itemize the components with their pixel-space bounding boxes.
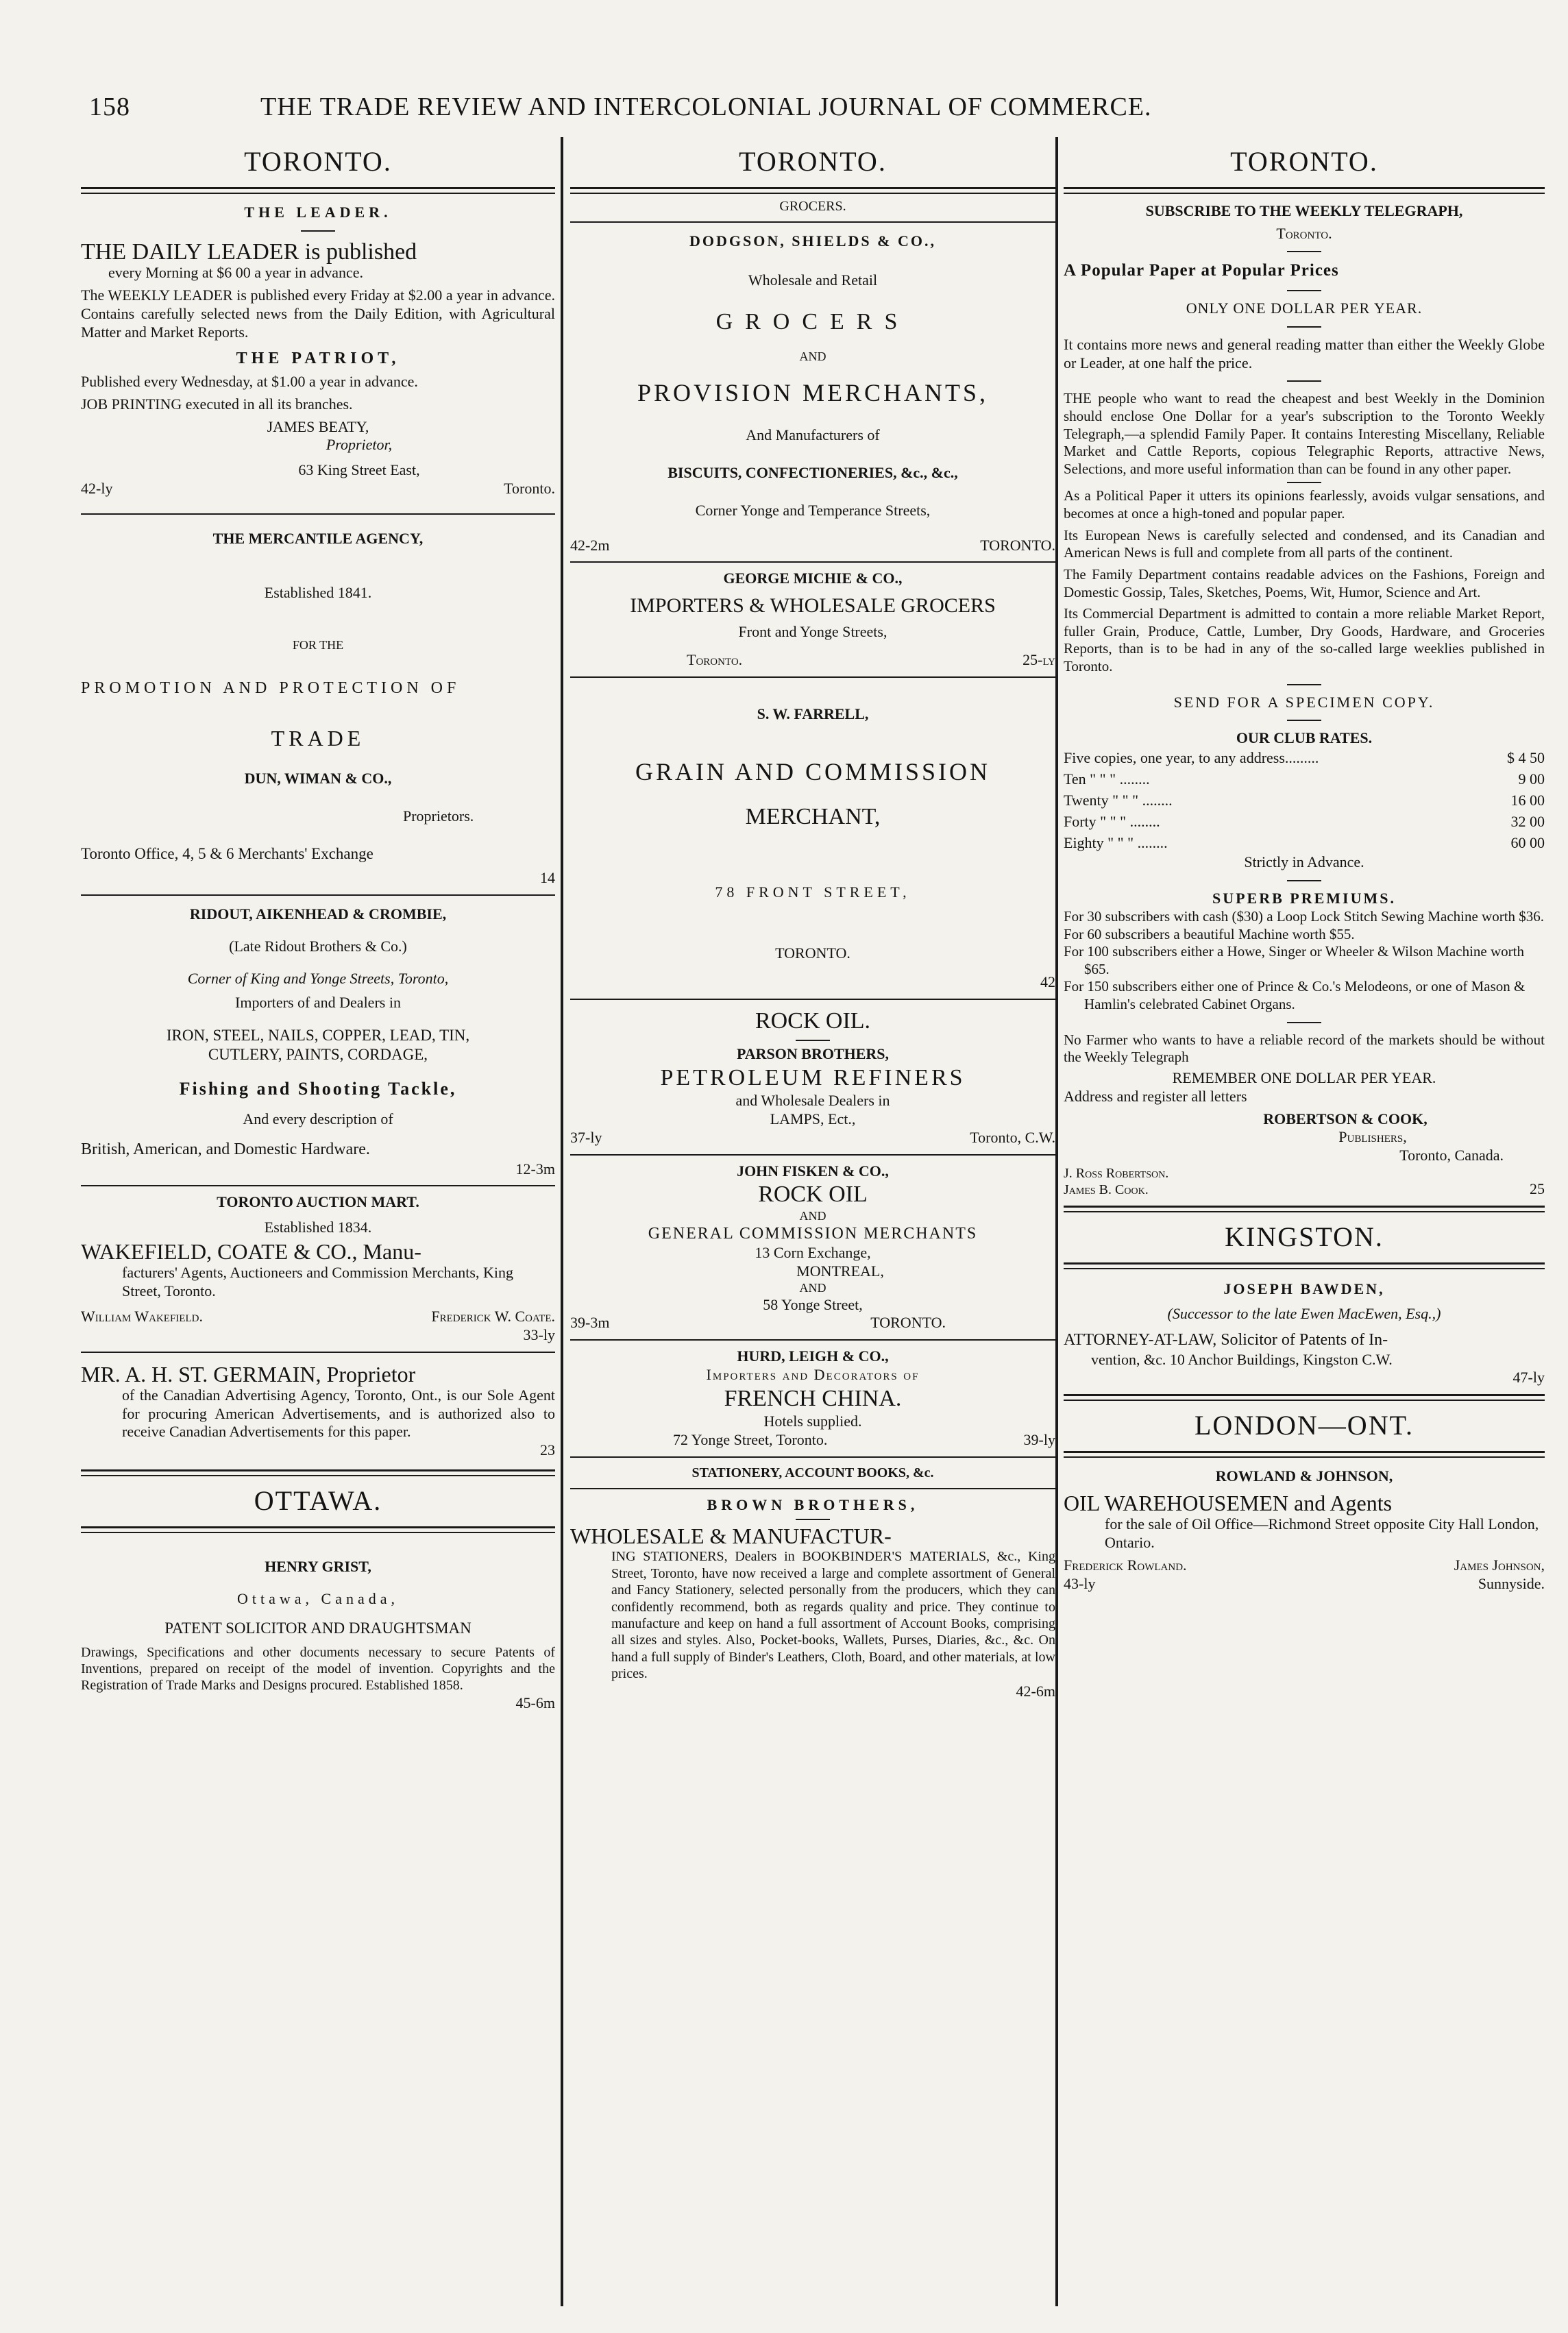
ad-rule <box>570 1456 1055 1458</box>
corner: Corner of King and Yonge Streets, Toronto, <box>187 969 449 987</box>
trade-line: TRADE <box>271 725 365 750</box>
ad-rule <box>81 1185 555 1186</box>
ad-ref: 42-6m <box>1016 1682 1055 1700</box>
office-address: Toronto Office, 4, 5 & 6 Merchants' Exchange <box>81 845 373 863</box>
page-title: THE TRADE REVIEW AND INTERCOLONIAL JOURNAL OF COMMERCE. <box>260 93 1152 121</box>
double-rule <box>1064 1394 1545 1401</box>
ad-footer <box>81 480 555 498</box>
ad-footer <box>570 1431 1055 1450</box>
successor: (Successor to the late Ewen MacEwen, Esq.,) <box>1167 1305 1441 1323</box>
premiums-heading: SUPERB PREMIUMS. <box>1212 890 1396 907</box>
people: THE people who want to read the cheapest and best Weekly in the Dominion should enclose One Dollar for a year's subscription to the Toronto Weekly Telegraph,—a splendid Family Paper. It contains Interesting Miscellany, Reliable Market and Cattle Reports, copious Telegraphic Reports, attractive News, Selections, and more useful information than can be found in any other paper. <box>1064 390 1545 477</box>
ad-city: Toronto. <box>504 480 555 498</box>
grain: GRAIN AND COMMISSION <box>635 758 991 786</box>
rate-label: Ten " " " ........ <box>1064 770 1150 788</box>
daily-leader-title: THE DAILY LEADER is published <box>81 239 417 265</box>
proprietor-title: Proprietor, <box>326 436 393 454</box>
section-heading: ROCK OIL. <box>755 1008 871 1034</box>
section-heading: KINGSTON. <box>1225 1221 1384 1252</box>
rate-label: Eighty " " " ........ <box>1064 833 1168 851</box>
ad-ref: 45-6m <box>515 1694 555 1711</box>
ad-rule <box>570 676 1055 678</box>
partner-2: James B. Cook. <box>1064 1182 1149 1198</box>
lamps: LAMPS, Ect., <box>770 1110 856 1127</box>
rate-row <box>1064 748 1545 769</box>
body: Drawings, Specifications and other documents necessary to secure Patents of Inventions, prepared on receipt of the model of invention. Copyrights and the Registration of Trade Marks and Designs procured. Established 1858. <box>81 1644 555 1694</box>
column-heading: TORONTO. <box>244 146 392 177</box>
ad-ref: 39-ly <box>1023 1431 1055 1449</box>
wholesale: Wholesale and Retail <box>748 271 878 289</box>
rate-amount: 32 00 <box>1510 812 1545 830</box>
rate-amount: $ 4 50 <box>1507 749 1545 767</box>
category-label: STATIONERY, ACCOUNT BOOKS, &c. <box>691 1465 934 1481</box>
rate-amount: 9 00 <box>1518 770 1545 788</box>
ad-title: THE LEADER. <box>244 203 392 221</box>
firm-lead: WAKEFIELD, COATE & CO., Manu- <box>81 1239 421 1264</box>
family: The Family Department contains readable advices on the Fashions, Foreign and Domestic Gossip, Tales, Sketches, Poems, Wit, Humor, Science and Art. <box>1064 565 1545 600</box>
promotion-line: PROMOTION AND PROTECTION OF <box>81 679 461 698</box>
montreal: MONTREAL, <box>796 1262 884 1280</box>
address: Front and Yonge Streets, <box>738 622 887 640</box>
remember: REMEMBER ONE DOLLAR PER YEAR. <box>1172 1068 1436 1086</box>
address: 72 Yonge Street, Toronto. <box>673 1431 828 1449</box>
ad-title: GEORGE MICHIE & CO., <box>723 570 903 587</box>
page-number: 158 <box>89 93 130 121</box>
ad-dodgson <box>570 232 1055 554</box>
ad-title: PARSON BROTHERS, <box>736 1045 890 1062</box>
ad-title: ROWLAND & JOHNSON, <box>1215 1467 1393 1485</box>
ad-title: RIDOUT, AIKENHEAD & CROMBIE, <box>189 905 447 923</box>
ad-ref: 25-ly <box>1022 650 1055 668</box>
tackle: Fishing and Shooting Tackle, <box>179 1078 457 1099</box>
rate-label: Forty " " " ........ <box>1064 812 1160 830</box>
general: GENERAL COMMISSION MERCHANTS <box>648 1224 978 1243</box>
late-name: (Late Ridout Brothers & Co.) <box>229 938 407 955</box>
body: ING STATIONERS, Dealers in BOOKBINDER'S MATERIALS, &c., King Street, Toronto, have now received a large and complete assortment of General and Fancy Stationery, selected personally from the producers, which they can confidently recommend, both as regards quality and price. They continue to manufacture and keep on hand a full assortment of Account Books, comprising all sizes and styles. Also, Pocket-books, Wallets, Purses, Diaries, &c., &c. On hand a full supply of Binder's Leathers, Cloth, Board, and other materials, at low prices. <box>611 1549 1055 1682</box>
ad-mercantile-agency <box>81 530 555 888</box>
section-ottawa <box>81 1476 555 1713</box>
address: 78 FRONT STREET, <box>715 883 911 901</box>
premium-item: For 30 subscribers with cash ($30) a Loop Lock Stitch Sewing Machine worth $36. <box>1064 908 1545 925</box>
importers: Importers and Decorators of <box>706 1366 920 1384</box>
address-2: 58 Yonge Street, <box>763 1295 863 1313</box>
corner: Corner Yonge and Temperance Streets, <box>695 501 931 519</box>
farmer: No Farmer who wants to have a reliable record of the markets should be without the Weekly Telegraph <box>1064 1031 1545 1066</box>
double-rule <box>1064 1262 1545 1269</box>
ad-footer <box>570 1314 1055 1332</box>
ad-footer <box>570 1129 1055 1147</box>
column-2 <box>570 137 1055 2303</box>
ad-title: S. W. FARRELL, <box>757 705 869 722</box>
short-rule <box>1287 380 1321 382</box>
importers: Importers of and Dealers in <box>235 993 401 1011</box>
ad-rule <box>570 221 1055 223</box>
ad-rule <box>81 513 555 515</box>
publishers-city: Toronto, Canada. <box>1399 1147 1504 1164</box>
job-printing: JOB PRINTING executed in all its branches. <box>81 395 353 413</box>
running-head <box>82 88 1453 129</box>
double-rule <box>1064 1451 1545 1458</box>
rate-label: Five copies, one year, to any address......... <box>1064 749 1319 767</box>
column-divider <box>561 137 563 2306</box>
commercial: Its Commercial Department is admitted to contain a more reliable Market Report, fuller Grain, Produce, Cattle, Lumber, Dry Goods, Hardware, and Groceries Reports, than is to be had in any of the so-called large weeklies published in Toronto. <box>1064 605 1545 674</box>
ad-leader <box>81 204 555 498</box>
ad-ridout <box>81 905 555 1178</box>
ad-rule <box>81 1352 555 1353</box>
club-rates-table <box>1064 748 1545 853</box>
ad-footer <box>1064 1575 1545 1593</box>
ad-title: HURD, LEIGH & CO., <box>737 1347 889 1365</box>
ad-parson <box>570 1007 1055 1147</box>
ad-ref: 42 <box>1040 973 1055 991</box>
ad-farrell <box>570 705 1055 992</box>
section-kingston <box>1064 1212 1545 1387</box>
address-1: 13 Corn Exchange, <box>755 1244 871 1262</box>
strictly: Strictly in Advance. <box>1244 853 1364 871</box>
partner-2: James Johnson, <box>1454 1556 1545 1574</box>
ad-rule <box>570 999 1055 1000</box>
rate-label: Twenty " " " ........ <box>1064 791 1173 809</box>
double-rule <box>570 187 1055 194</box>
lead: WHOLESALE & MANUFACTUR- <box>570 1524 892 1549</box>
short-rule <box>1287 1022 1321 1023</box>
ad-rule <box>570 561 1055 563</box>
proprietors: Proprietors. <box>403 807 474 825</box>
ad-ref: 39-3m <box>570 1314 610 1332</box>
place: Ottawa, Canada, <box>237 1589 399 1607</box>
rate-row <box>1064 811 1545 833</box>
goods-line-2: CUTLERY, PAINTS, CORDAGE, <box>208 1045 428 1063</box>
short-rule <box>301 230 335 232</box>
ad-auction-mart <box>81 1193 555 1344</box>
and: AND <box>799 1280 826 1295</box>
ad-title: THE MERCANTILE AGENCY, <box>212 529 424 547</box>
ad-footer <box>1064 1165 1545 1199</box>
established: Established 1841. <box>264 583 372 601</box>
publishers-name: ROBERTSON & COOK, <box>1263 1110 1428 1127</box>
only-one-dollar: ONLY ONE DOLLAR PER YEAR. <box>1186 299 1423 317</box>
body: vention, &c. 10 Anchor Buildings, Kingston C.W. <box>1091 1350 1393 1368</box>
ad-title: TORONTO AUCTION MART. <box>217 1193 419 1211</box>
lead: OIL WAREHOUSEMEN and Agents <box>1064 1490 1393 1515</box>
ad-ref: 43-ly <box>1064 1574 1096 1592</box>
short-rule <box>1287 290 1321 291</box>
ad-ref: 25 <box>1530 1180 1545 1197</box>
popular: A Popular Paper at Popular Prices <box>1064 261 1339 280</box>
section-heading: LONDON—ONT. <box>1194 1410 1414 1441</box>
firm-body: facturers' Agents, Auctioneers and Commission Merchants, King Street, Toronto. <box>122 1264 513 1300</box>
and: AND <box>799 1208 826 1223</box>
city: Toronto. <box>1276 224 1332 242</box>
ad-brown <box>570 1465 1055 1700</box>
column-1 <box>81 137 555 2303</box>
premium-item: For 100 subscribers either a Howe, Singer or Wheeler & Wilson Machine worth $65. <box>1064 943 1524 977</box>
ad-title: DODGSON, SHIELDS & CO., <box>689 232 936 250</box>
partners <box>1064 1556 1545 1575</box>
daily-leader-body: every Morning at $6 00 a year in advance. <box>108 264 364 282</box>
ad-telegraph <box>1064 202 1545 1199</box>
short-rule <box>1287 684 1321 685</box>
ad-city: TORONTO. <box>870 1314 946 1332</box>
and: AND <box>799 350 826 364</box>
subscribe: SUBSCRIBE TO THE WEEKLY TELEGRAPH, <box>1145 201 1463 219</box>
ad-rule <box>570 1339 1055 1341</box>
partners <box>81 1308 555 1326</box>
short-rule <box>796 1040 830 1041</box>
weekly-leader-body: The WEEKLY LEADER is published every Friday at $2.00 a year in advance. Contains carefully selected news from the Daily Edition, with Agricultural Matter and Market Reports. <box>81 286 555 341</box>
rate-row <box>1064 769 1545 790</box>
ad-footer <box>570 651 1055 670</box>
ad-rule <box>81 894 555 896</box>
ad-ref: 47-ly <box>1512 1369 1545 1387</box>
leader-address: 63 King Street East, <box>298 461 420 479</box>
every-description: And every description of <box>243 1110 393 1128</box>
category-label: GROCERS. <box>779 198 846 214</box>
short-rule <box>796 1519 830 1520</box>
manufacturers: And Manufacturers of <box>746 426 880 444</box>
column-heading: TORONTO. <box>1230 146 1378 177</box>
body: for the sale of Oil Office—Richmond Street opposite City Hall London, Ontario. <box>1105 1515 1539 1551</box>
rate-row <box>1064 833 1545 854</box>
european: Its European News is carefully selected and condensed, and its Canadian and American News is full and complete from all parts of the continent. <box>1064 526 1545 561</box>
china: FRENCH CHINA. <box>724 1385 902 1411</box>
short-rule <box>1287 720 1321 721</box>
rate-amount: 60 00 <box>1510 833 1545 851</box>
short-rule <box>1287 880 1321 881</box>
place: Sunnyside. <box>1478 1574 1545 1592</box>
double-rule <box>81 187 555 194</box>
goods-line-1: IRON, STEEL, NAILS, COPPER, LEAD, TIN, <box>166 1026 470 1044</box>
premiums-list <box>1064 908 1545 1014</box>
address-line: Address and register all letters <box>1064 1087 1247 1105</box>
ad-ref: 42-ly <box>81 480 113 498</box>
lead: ATTORNEY-AT-LAW, Solicitor of Patents of In- <box>1064 1331 1388 1349</box>
provision: PROVISION MERCHANTS, <box>637 379 989 407</box>
for-the: FOR THE <box>292 637 344 652</box>
short-rule <box>1287 482 1321 483</box>
ad-title: HENRY GRIST, <box>265 1557 371 1575</box>
partner-1: William Wakefield. <box>81 1307 203 1325</box>
ad-footer <box>570 537 1055 555</box>
hardware: British, American, and Domestic Hardware. <box>81 1140 370 1159</box>
specimen: SEND FOR A SPECIMEN COPY. <box>1173 693 1435 711</box>
ad-city: Toronto, C.W. <box>970 1128 1055 1146</box>
short-rule <box>1287 326 1321 328</box>
ad-rule <box>570 1154 1055 1156</box>
partner-1: Frederick Rowland. <box>1064 1556 1187 1574</box>
ad-ref: 37-ly <box>570 1128 602 1146</box>
ad-rule <box>570 1488 1055 1489</box>
ad-hurd <box>570 1347 1055 1450</box>
rate-row <box>1064 790 1545 811</box>
column-heading: TORONTO. <box>739 146 887 177</box>
ad-city: TORONTO. <box>980 536 1055 554</box>
city: TORONTO. <box>775 944 850 962</box>
germain-lead: MR. A. H. ST. GERMAIN, Proprietor <box>81 1361 416 1387</box>
rock-oil: ROCK OIL <box>758 1182 868 1208</box>
role: PATENT SOLICITOR AND DRAUGHTSMAN <box>164 1620 471 1637</box>
ad-st-germain <box>81 1363 555 1461</box>
established: Established 1834. <box>264 1219 372 1236</box>
ad-ref: 14 <box>540 869 555 887</box>
double-rule <box>81 1469 555 1476</box>
premium-item: For 150 subscribers either one of Prince & Co.'s Melodeons, or one of Mason & Hamlin's celebrated Cabinet Organs. <box>1064 978 1526 1013</box>
ad-ref: 42-2m <box>570 536 610 554</box>
double-rule <box>81 1526 555 1533</box>
political: As a Political Paper it utters its opinions fearlessly, avoids vulgar sensations, and becomes at once a high-toned and popular paper. <box>1064 487 1545 522</box>
merchant: MERCHANT, <box>745 804 881 830</box>
ad-ref: 12-3m <box>515 1160 555 1177</box>
column-divider <box>1055 137 1058 2306</box>
column-3 <box>1064 137 1545 2303</box>
short-rule <box>1287 251 1321 252</box>
ad-ref: 23 <box>540 1441 555 1459</box>
double-rule <box>1064 1206 1545 1212</box>
dealers: and Wholesale Dealers in <box>735 1092 890 1110</box>
section-london <box>1064 1401 1545 1593</box>
ad-title: JOSEPH BAWDEN, <box>1223 1280 1385 1297</box>
grocers: GROCERS <box>715 308 910 334</box>
partner-1: J. Ross Robertson. <box>1064 1166 1169 1182</box>
patriot-body: Published every Wednesday, at $1.00 a year in advance. <box>81 372 418 390</box>
contains: It contains more news and general reading matter than either the Weekly Globe or Leader, at one half the price. <box>1064 335 1545 371</box>
patriot-title: THE PATRIOT, <box>236 349 400 367</box>
ad-city: Toronto. <box>687 650 743 668</box>
ad-title: JOHN FISKEN & CO., <box>737 1162 889 1180</box>
ad-title: BROWN BROTHERS, <box>707 1496 919 1514</box>
publishers-title: Publishers, <box>1338 1128 1407 1146</box>
goods: BISCUITS, CONFECTIONERIES, &c., &c., <box>667 464 958 481</box>
partner-2: Frederick W. Coate. <box>431 1307 555 1325</box>
proprietor-name: JAMES BEATY, <box>267 417 369 435</box>
double-rule <box>1064 187 1545 194</box>
ad-fisken <box>570 1162 1055 1333</box>
line: IMPORTERS & WHOLESALE GROCERS <box>630 594 996 618</box>
ad-michie <box>570 570 1055 669</box>
club-heading: OUR CLUB RATES. <box>1236 729 1373 747</box>
firm-name: DUN, WIMAN & CO., <box>244 769 392 787</box>
ad-ref: 33-ly <box>523 1326 555 1343</box>
premium-item: For 60 subscribers a beautiful Machine worth $55. <box>1064 925 1355 942</box>
rate-amount: 16 00 <box>1510 791 1545 809</box>
refiners: PETROLEUM REFINERS <box>660 1064 966 1090</box>
hotels: Hotels supplied. <box>763 1413 862 1430</box>
partners <box>1064 1165 1168 1199</box>
germain-body: of the Canadian Advertising Agency, Toronto, Ont., is our Sole Agent for procuring American Advertisements, and is authorized also to receive Canadian Advertisements for this paper. <box>122 1386 555 1441</box>
section-heading: OTTAWA. <box>254 1485 382 1516</box>
